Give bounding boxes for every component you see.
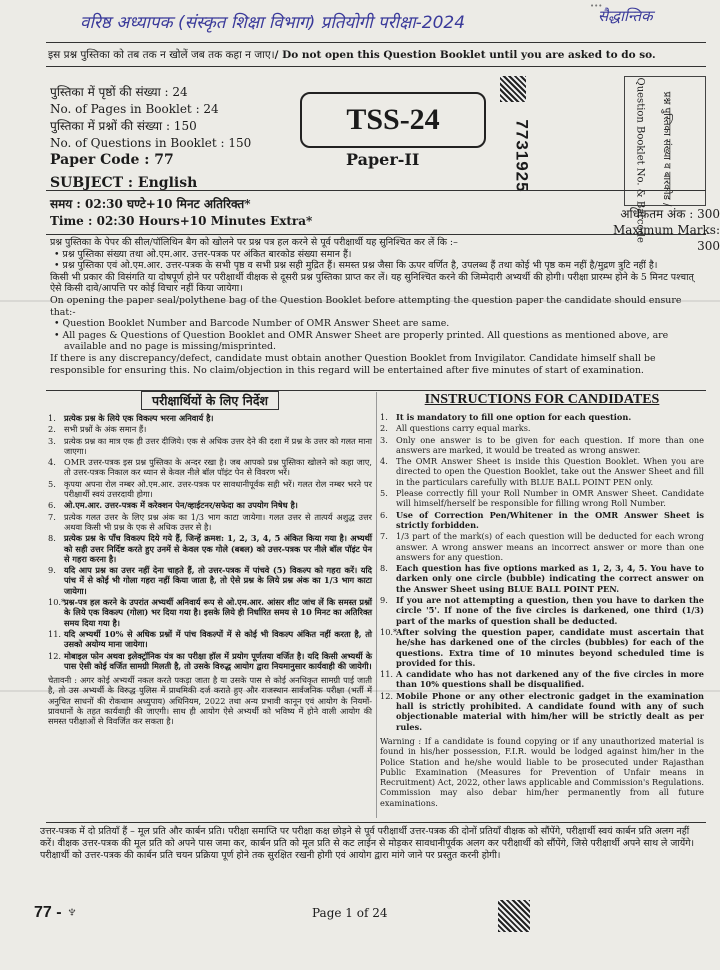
handwritten-note: सैद्धान्तिक xyxy=(598,7,653,25)
series-box: TSS-24 xyxy=(300,92,486,148)
time-rule xyxy=(46,234,706,235)
opening-warning xyxy=(48,48,656,62)
page-number: Page 1 of 24 xyxy=(312,906,388,920)
opening-line: If there is any discrepancy/defect, candidate must obtain another Question Booklet from Invigilator. Candidate himself shall be responsible for ensuring this. No claim/objection in this regard will be entertained after five minutes of start of examination. xyxy=(50,352,656,376)
top-rule xyxy=(46,42,706,43)
pages-english: No. of Pages in Booklet : 24 xyxy=(50,102,219,116)
english-heading: INSTRUCTIONS FOR CANDIDATES xyxy=(424,392,660,407)
opening-line: On opening the paper seal/polythene bag of the Question Booklet before attempting the question paper the candidate should ensure that:- xyxy=(50,294,682,318)
top-tiny-mark: ••• xyxy=(590,2,603,10)
scan-artifact xyxy=(0,690,720,692)
item-number: 7. xyxy=(380,531,388,542)
hindi-instruction-item xyxy=(48,500,372,510)
time-hindi: समय : 02:30 घण्टे+10 मिनट अतिरिक्त* xyxy=(50,197,251,211)
english-item-list xyxy=(380,412,704,732)
hindi-instruction-item xyxy=(48,479,372,500)
hindi-item-list xyxy=(48,413,372,671)
warning-english: / Do not open this Question Booklet until you are asked to do so. xyxy=(274,49,656,61)
item-text: 1/3 part of the mark(s) of each question will be deducted for each wrong answer. A wrong answer means an incorrect answer or more than one answers for any question. xyxy=(396,531,704,562)
info-rule xyxy=(46,190,706,191)
barcode-label-hindi: प्रश्न पुस्तिका संख्या व बारकोड / xyxy=(661,91,672,207)
english-instruction-item xyxy=(380,412,704,422)
item-number: 10.* xyxy=(380,626,398,637)
time-allowed xyxy=(50,196,312,230)
item-text: यदि आप प्रश्न का उत्तर नहीं देना चाहते हैं, तो उत्तर-पत्रक में पांचवे (5) विकल्प को गहरा करें। यदि पांच में से कोई भी गोला गहरा नहीं किया जाता है, तो ऐसे प्रश्न के लिये प्रश्न अंक का 1/3 भाग काटा जायेगा। xyxy=(64,565,372,596)
paper-footer-code: 77 - ♆ xyxy=(34,904,79,921)
time-english: Time : 02:30 Hours+10 Minutes Extra* xyxy=(50,214,313,228)
opening-bullet: • प्रश्न पुस्तिका संख्या तथा ओ.एम.आर. उत्तर-पत्रक पर अंकित बारकोड संख्या समान हैं। xyxy=(54,248,352,260)
item-text: Please correctly fill your Roll Number in OMR Answer Sheet. Candidate will himself/herself be responsible for filling wrong Roll Number. xyxy=(396,488,704,509)
qr-code-icon xyxy=(500,76,526,102)
paper-label: Paper-II xyxy=(346,150,420,169)
item-text: प्रश्न-पत्र हल करने के उपरांत अभ्यर्थी अनिवार्य रूप से ओ.एम.आर. आंसर शीट जांच लें कि समस्त प्रश्नों के लिये एक विकल्प (गोला) भर दिया गया है। इसके लिये ही निर्धारित समय से 10 मिनट का अतिरिक्त समय दिया गया है। xyxy=(64,597,372,628)
hindi-heading: परीक्षार्थियों के लिए निर्देश xyxy=(48,392,372,409)
opening-line: किसी भी प्रकार की विसंगति या दोषपूर्ण होने पर परीक्षार्थी वीक्षक से दूसरी प्रश्न पुस्तिका प्राप्त कर लें। यह सुनिश्चित करने की जिम्मेदारी अभ्यर्थी की होगी। परीक्षा प्रारम्भ होने के 5 मिनट पश्चात् ऐसे किसी दावे/आपत्ति पर कोई विचार नहीं किया जायेगा। xyxy=(50,271,694,295)
item-number: 9. xyxy=(380,595,388,606)
warning-hindi: इस प्रश्न पुस्तिका को तब तक न खोलें जब तक कहा न जाए। xyxy=(48,49,275,61)
bottom-rule xyxy=(46,822,706,823)
item-text: If you are not attempting a question, then you have to darken the circle '5'. If none of the five circles is darkened, one third (1/3) part of the marks of question shall be deducted. xyxy=(396,595,704,626)
qr-code-icon xyxy=(498,900,530,932)
hindi-warning: चेतावनी : अगर कोई अभ्यर्थी नकल करते पकड़ा जाता है या उसके पास से कोई अनधिकृत सामग्री पाई जाती है, तो उस अभ्यर्थी के विरुद्ध पुलिस में प्राथमिकी दर्ज कराते हुए और राजस्थान सार्वजनिक परीक्षा (भर्ती में अनुचित साधनों की रोकथाम अध्युपाय) अधिनियम, 2022 तथा अन्य प्रभावी कानून एवं आयोग के नियमों-प्रावधानों के तहत कार्यवाही की जाएगी। साथ ही आयोग ऐसे अभ्यर्थी को भविष्य में होने वाली आयोग की समस्त परीक्षाओं से विवर्जित कर सकता है। xyxy=(48,675,372,727)
questions-english: No. of Questions in Booklet : 150 xyxy=(50,136,252,150)
opening-bullet: • Question Booklet Number and Barcode Number of OMR Answer Sheet are same. xyxy=(54,318,450,330)
hindi-instruction-item xyxy=(48,457,372,478)
opening-line: प्रश्न पुस्तिका के पेपर की सील/पॉलिथिन बैग को खोलने पर प्रश्न पत्र हल करने से पूर्व परीक्षार्थी यह सुनिश्चित कर लें कि :– xyxy=(50,237,458,248)
item-number: 11. xyxy=(48,628,62,639)
english-instruction-item xyxy=(380,510,704,531)
hindi-instruction-item xyxy=(48,651,372,672)
hindi-instruction-item xyxy=(48,597,372,628)
item-number: 8. xyxy=(380,563,388,574)
questions-hindi: पुस्तिका में प्रश्नों की संख्या : 150 xyxy=(50,119,197,133)
opening-instructions xyxy=(50,237,700,376)
item-number: 8. xyxy=(48,533,56,544)
hindi-instruction-item xyxy=(48,565,372,596)
english-instruction-item xyxy=(380,595,704,626)
english-instruction-item xyxy=(380,627,704,668)
hindi-instruction-item xyxy=(48,512,372,533)
item-number: 3. xyxy=(48,435,56,446)
item-text: कृपया अपना रोल नम्बर ओ.एम.आर. उत्तर-पत्रक पर सावधानीपूर्वक सही भरें। गलत रोल नम्बर भरने पर परीक्षार्थी स्वयं उत्तरदायी होगा। xyxy=(64,478,372,500)
item-number: 9. xyxy=(48,565,56,576)
item-text: यदि अभ्यर्थी 10% से अधिक प्रश्नों में पांच विकल्पों में से कोई भी विकल्प अंकित नहीं करता है, तो उसको अयोग्य माना जायेगा। xyxy=(64,628,372,650)
english-instruction-item xyxy=(380,435,704,456)
item-text: मोबाइल फोन अथवा इलेक्ट्रॉनिक यंत्र का परीक्षा हॉल में प्रयोग पूर्णतया वर्जित है। यदि किसी अभ्यर्थी के पास ऐसी कोई वर्जित सामग्री मिलती है, तो उसके विरुद्ध आयोग द्वारा नियमानुसार कार्यवाही की जायेगी। xyxy=(64,650,372,671)
hindi-instruction-item xyxy=(48,413,372,423)
english-instruction-item xyxy=(380,531,704,562)
item-text: OMR उत्तर-पत्रक इस प्रश्न पुस्तिका के अन्दर रखा है। जब आपको प्रश्न पुस्तिका खोलने को कहा जाए, तो उत्तर-पत्रक निकाल कर ध्यान से केवल नीले बॉल पॉइंट पेन से विवरण भरें। xyxy=(64,457,372,478)
paper-code: Paper Code : 77 xyxy=(50,152,174,168)
english-instruction-item xyxy=(380,691,704,732)
booklet-info xyxy=(50,84,251,192)
english-instruction-item xyxy=(380,423,704,433)
hindi-instruction-item xyxy=(48,436,372,457)
item-number: 5. xyxy=(48,478,56,489)
item-text: The OMR Answer Sheet is inside this Question Booklet. When you are directed to open the Question Booklet, take out the Answer Sheet and fill in the particulars carefully with BLUE BALL POINT PEN only. xyxy=(396,456,704,487)
booklet-serial-number: 7731925 xyxy=(512,119,532,193)
hindi-instruction-item xyxy=(48,629,372,650)
opening-bullet: • All pages & Questions of Question Booklet and OMR Answer Sheet are properly printed. All questions as mentioned above, are available and no page is missing/misprinted. xyxy=(54,329,669,353)
item-text: Each question has five options marked as 1, 2, 3, 4, 5. You have to darken only one circle (bubble) indicating the correct answer on the Answer Sheet using BLUE BALL POINT PEN. xyxy=(396,563,704,594)
hindi-instructions-panel xyxy=(48,392,377,818)
item-number: 1. xyxy=(380,412,388,422)
item-text: प्रत्येक प्रश्न के लिये एक विकल्प भरना अनिवार्य है। xyxy=(64,413,214,423)
english-instruction-item xyxy=(380,669,704,690)
hindi-instruction-item xyxy=(48,533,372,564)
item-number: 12. xyxy=(380,690,394,701)
item-number: 11. xyxy=(380,669,394,680)
item-text: प्रत्येक गलत उत्तर के लिए प्रश्न अंक का 1/3 भाग काटा जायेगा। गलत उत्तर से तात्पर्य अशुद्ध उत्तर अथवा किसी भी प्रश्न के एक से अधिक उत्तर से है। xyxy=(64,511,372,532)
opening-bullet: • प्रश्न पुस्तिका एवं ओ.एम.आर. उत्तर-पत्रक के सभी पृष्ठ व सभी प्रश्न सही मुद्रित हैं। समस्त प्रश्न जैसा कि ऊपर वर्णित है, उपलब्ध हैं तथा कोई भी पृष्ठ कम नहीं है/मुद्रण त्रुटि नहीं है। xyxy=(54,260,658,272)
pages-hindi: पुस्तिका में पृष्ठों की संख्या : 24 xyxy=(50,85,188,99)
item-text: Mobile Phone or any other electronic gadget in the examination hall is strictly prohibited. A candidate found with any of such objectionable material with him/her will be strictly dealt as per rules. xyxy=(396,690,704,732)
item-text: Use of Correction Pen/Whitener in the OMR Answer Sheet is strictly forbidden. xyxy=(396,509,704,530)
item-number: 5. xyxy=(380,488,388,499)
max-marks-english: Maximum Marks: 300 xyxy=(613,223,720,253)
item-number: 2. xyxy=(380,423,388,434)
item-text: Only one answer is to be given for each question. If more than one answers are marked, it would be treated as wrong answer. xyxy=(396,434,704,455)
barcode-label-english: Question Booklet No. & Barcode xyxy=(634,77,646,243)
item-text: ओ.एम.आर. उत्तर-पत्रक में करेक्शन पेन/व्हाईटनर/सफेदा का उपयोग निषेध है। xyxy=(64,500,298,511)
item-number: 6. xyxy=(48,500,56,511)
hindi-instruction-item xyxy=(48,424,372,434)
english-instructions-panel xyxy=(380,392,704,818)
item-text: प्रत्येक प्रश्न का मात्र एक ही उत्तर दीजिये। एक से अधिक उत्तर देने की दशा में प्रश्न के उत्तर को गलत माना जाएगा। xyxy=(64,435,372,456)
answer-sheet-note: उत्तर-पत्रक में दो प्रतियाँ हैं – मूल प्रति और कार्बन प्रति। परीक्षा समाप्ति पर परीक्षा कक्ष छोड़ने से पूर्व परीक्षार्थी उत्तर-पत्रक की दोनों प्रतियाँ वीक्षक को सौंपेंगे, परीक्षार्थी स्वयं कार्बन प्रति अलग नहीं करें। वीक्षक उत्तर-पत्रक की मूल प्रति को अपने पास जमा कर, कार्बन प्रति को मूल प्रति से कट लाईन से मोड़कर सावधानीपूर्वक अलग कर परीक्षार्थी को सौंपेंगे, जिसे परीक्षार्थी अपने साथ ले जायेंगे। परीक्षार्थी को उत्तर-पत्रक की कार्बन प्रति चयन प्रक्रिया पूर्ण होने तक सुरक्षित रखनी होगी एवं आयोग द्वारा मांगे जाने पर प्रस्तुत करनी होगी। xyxy=(40,826,695,862)
english-instruction-item xyxy=(380,456,704,487)
item-text: After solving the question paper, candidate must ascertain that he/she has darkened one of the circles (bubbles) for each of the questions. Extra time of 10 minutes beyond scheduled time is provided for this. xyxy=(396,626,704,668)
handwritten-title: वरिष्ठ अध्यापक (संस्कृत शिक्षा विभाग) प्रतियोगी परीक्षा-2024 xyxy=(80,13,466,33)
max-marks-hindi: अधिकतम अंक : 300 xyxy=(620,207,720,221)
item-number: 6. xyxy=(380,509,388,520)
scan-artifact xyxy=(0,300,720,302)
item-number: 7. xyxy=(48,511,56,522)
english-warning: Warning : If a candidate is found copying or if any unauthorized material is found in his/her possession, F.I.R. would be lodged against him/her in the Police Station and he/she would liable to be prosecuted under Rajasthan Public Examination (Measures for Prevention of Unfair means in Recruitment) Act, 2022, other laws applicable and Commission's Regulations. Commission may also debar him/her permanently from all future examinations. xyxy=(380,735,704,808)
item-number: 3. xyxy=(380,434,388,445)
item-number: 12. xyxy=(48,650,62,661)
item-text: It is mandatory to fill one option for each question. xyxy=(396,412,632,422)
item-text: A candidate who has not darkened any of the five circles in more than 10% questions shall be disqualified. xyxy=(396,669,704,690)
item-text: All questions carry equal marks. xyxy=(396,423,531,434)
warning-rule xyxy=(46,66,706,67)
subject: SUBJECT : English xyxy=(50,175,198,191)
item-number: 2. xyxy=(48,424,56,435)
item-number: 10.* xyxy=(48,597,66,608)
item-number: 4. xyxy=(48,457,56,468)
item-text: प्रत्येक प्रश्न के पाँच विकल्प दिये गये हैं, जिन्हें क्रमश: 1, 2, 3, 4, 5 अंकित किया गया है। अभ्यर्थी को सही उत्तर निर्दिष्ट करते हुए उनमें से केवल एक गोले (बबल) को उत्तर-पत्रक पर नीले बॉल पॉइंट पेन से गहरा करना है। xyxy=(64,533,372,564)
english-instruction-item xyxy=(380,563,704,594)
item-text: सभी प्रश्नों के अंक समान हैं। xyxy=(64,424,147,435)
item-number: 1. xyxy=(48,413,56,423)
english-instruction-item xyxy=(380,488,704,509)
item-number: 4. xyxy=(380,456,388,467)
